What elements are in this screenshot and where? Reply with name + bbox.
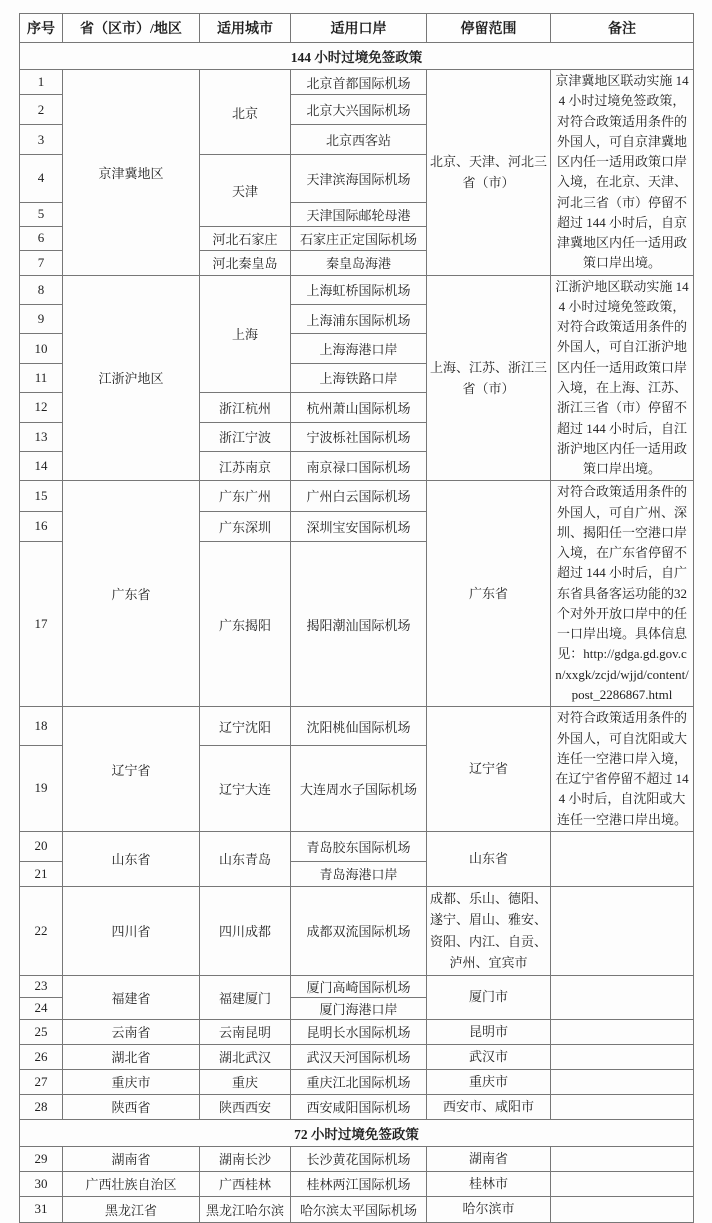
port-cell: 武汉天河国际机场 <box>291 1044 427 1069</box>
row-number: 6 <box>20 226 63 250</box>
header-scope: 停留范围 <box>427 14 551 43</box>
scope-cell: 武汉市 <box>427 1044 551 1069</box>
row-number: 4 <box>20 155 63 203</box>
table-row <box>20 1171 694 1196</box>
port-cell: 上海铁路口岸 <box>291 363 427 392</box>
remark-cell <box>551 1044 694 1069</box>
table-row <box>20 1069 694 1094</box>
table-row <box>20 975 694 997</box>
region-cell: 山东省 <box>63 831 200 886</box>
row-number: 26 <box>20 1044 63 1069</box>
header-remark: 备注 <box>551 14 694 43</box>
scope-cell: 昆明市 <box>427 1019 551 1044</box>
row-number: 29 <box>20 1146 63 1171</box>
scope-cell: 西安市、咸阳市 <box>427 1094 551 1119</box>
table-row <box>20 1094 694 1119</box>
remark-cell <box>551 1094 694 1119</box>
city-cell: 福建厦门 <box>200 975 291 1019</box>
city-cell: 山东青岛 <box>200 831 291 886</box>
row-number: 17 <box>20 541 63 706</box>
scope-cell: 湖南省 <box>427 1146 551 1171</box>
port-cell: 桂林两江国际机场 <box>291 1171 427 1196</box>
scope-cell: 重庆市 <box>427 1069 551 1094</box>
city-cell: 天津 <box>200 155 291 227</box>
table-row <box>20 275 694 304</box>
region-cell: 福建省 <box>63 975 200 1019</box>
row-number: 21 <box>20 861 63 886</box>
scope-cell: 上海、江苏、浙江三省（市） <box>427 275 551 481</box>
port-cell: 哈尔滨太平国际机场 <box>291 1196 427 1222</box>
port-cell: 杭州萧山国际机场 <box>291 393 427 422</box>
transit-visa-policy-table <box>19 13 694 1223</box>
city-cell: 河北秦皇岛 <box>200 250 291 275</box>
city-cell: 湖南长沙 <box>200 1146 291 1171</box>
row-number: 22 <box>20 886 63 975</box>
header-port: 适用口岸 <box>291 14 427 43</box>
region-cell: 陕西省 <box>63 1094 200 1119</box>
scope-cell: 厦门市 <box>427 975 551 1019</box>
row-number: 2 <box>20 95 63 125</box>
remark-cell: 对符合政策适用条件的外国人，可自广州、深圳、揭阳任一空港口岸入境，在广东省停留不超过 144 小时后，自广东省具备客运功能的32 个对外开放口岸中的任一口岸出境。具体信息见：http://gdga.gd.gov.cn/xxgk/zcjd/wjjd/content/post_2286867.html <box>551 481 694 707</box>
row-number: 7 <box>20 250 63 275</box>
port-cell: 宁波栎社国际机场 <box>291 422 427 451</box>
remark-cell <box>551 831 694 886</box>
scope-cell: 辽宁省 <box>427 707 551 832</box>
port-cell: 广州白云国际机场 <box>291 481 427 511</box>
region-cell: 黑龙江省 <box>63 1196 200 1222</box>
city-cell: 广东广州 <box>200 481 291 511</box>
city-cell: 黑龙江哈尔滨 <box>200 1196 291 1222</box>
city-cell: 四川成都 <box>200 886 291 975</box>
region-cell: 云南省 <box>63 1019 200 1044</box>
city-cell: 辽宁沈阳 <box>200 707 291 746</box>
port-cell: 南京禄口国际机场 <box>291 451 427 480</box>
row-number: 15 <box>20 481 63 511</box>
port-cell: 成都双流国际机场 <box>291 886 427 975</box>
scope-cell: 哈尔滨市 <box>427 1196 551 1222</box>
port-cell: 西安咸阳国际机场 <box>291 1094 427 1119</box>
section-title-72h <box>20 1119 694 1146</box>
region-cell: 江浙沪地区 <box>63 275 200 481</box>
remark-cell: 京津冀地区联动实施 144 小时过境免签政策，对符合政策适用条件的外国人，可自京津冀地区内任一适用政策口岸入境，在北京、天津、河北三省（市）停留不超过 144 小时后，自京津冀地区内任一适用政策口岸出境。 <box>551 70 694 276</box>
city-cell: 云南昆明 <box>200 1019 291 1044</box>
port-cell: 北京西客站 <box>291 125 427 155</box>
row-number: 18 <box>20 707 63 746</box>
city-cell: 浙江宁波 <box>200 422 291 451</box>
city-cell: 江苏南京 <box>200 451 291 480</box>
row-number: 25 <box>20 1019 63 1044</box>
remark-cell <box>551 1146 694 1171</box>
scope-cell: 山东省 <box>427 831 551 886</box>
table-row <box>20 1146 694 1171</box>
remark-cell <box>551 1196 694 1222</box>
region-cell: 重庆市 <box>63 1069 200 1094</box>
region-cell: 广东省 <box>63 481 200 707</box>
row-number: 5 <box>20 202 63 226</box>
remark-cell <box>551 1171 694 1196</box>
port-cell: 深圳宝安国际机场 <box>291 511 427 541</box>
city-cell: 北京 <box>200 70 291 155</box>
port-cell: 天津国际邮轮母港 <box>291 202 427 226</box>
port-cell: 揭阳潮汕国际机场 <box>291 541 427 706</box>
scope-cell: 广东省 <box>427 481 551 707</box>
scope-cell: 北京、天津、河北三省（市） <box>427 70 551 276</box>
region-cell: 四川省 <box>63 886 200 975</box>
city-cell: 湖北武汉 <box>200 1044 291 1069</box>
row-number: 28 <box>20 1094 63 1119</box>
remark-cell <box>551 975 694 1019</box>
region-cell: 湖南省 <box>63 1146 200 1171</box>
region-cell: 辽宁省 <box>63 707 200 832</box>
table-header-row <box>20 14 694 43</box>
port-cell: 昆明长水国际机场 <box>291 1019 427 1044</box>
row-number: 19 <box>20 746 63 832</box>
table-row <box>20 1019 694 1044</box>
remark-cell <box>551 886 694 975</box>
table-row <box>20 1196 694 1222</box>
section-title-text: 72 小时过境免签政策 <box>20 1119 694 1146</box>
row-number: 24 <box>20 997 63 1019</box>
row-number: 14 <box>20 451 63 480</box>
row-number: 12 <box>20 393 63 422</box>
row-number: 10 <box>20 334 63 363</box>
port-cell: 沈阳桃仙国际机场 <box>291 707 427 746</box>
row-number: 8 <box>20 275 63 304</box>
port-cell: 北京大兴国际机场 <box>291 95 427 125</box>
scope-cell: 桂林市 <box>427 1171 551 1196</box>
scope-cell: 成都、乐山、德阳、遂宁、眉山、雅安、资阳、内江、自贡、泸州、宜宾市 <box>427 886 551 975</box>
city-cell: 浙江杭州 <box>200 393 291 422</box>
port-cell: 青岛海港口岸 <box>291 861 427 886</box>
region-cell: 广西壮族自治区 <box>63 1171 200 1196</box>
table-row <box>20 481 694 511</box>
region-cell: 湖北省 <box>63 1044 200 1069</box>
port-cell: 上海浦东国际机场 <box>291 305 427 334</box>
table-row <box>20 886 694 975</box>
remark-cell <box>551 1019 694 1044</box>
port-cell: 青岛胶东国际机场 <box>291 831 427 861</box>
row-number: 11 <box>20 363 63 392</box>
remark-cell: 江浙沪地区联动实施 144 小时过境免签政策，对符合政策适用条件的外国人，可自江浙沪地区内任一适用政策口岸入境，在上海、江苏、浙江三省（市）停留不超过 144 小时后，自江浙沪地区内任一适用政策口岸出境。 <box>551 275 694 481</box>
port-cell: 长沙黄花国际机场 <box>291 1146 427 1171</box>
city-cell: 辽宁大连 <box>200 746 291 832</box>
port-cell: 秦皇岛海港 <box>291 250 427 275</box>
row-number: 9 <box>20 305 63 334</box>
header-city: 适用城市 <box>200 14 291 43</box>
port-cell: 重庆江北国际机场 <box>291 1069 427 1094</box>
city-cell: 广东揭阳 <box>200 541 291 706</box>
region-cell: 京津冀地区 <box>63 70 200 276</box>
port-cell: 石家庄正定国际机场 <box>291 226 427 250</box>
section-title-text: 144 小时过境免签政策 <box>20 43 694 70</box>
table-row <box>20 1044 694 1069</box>
port-cell: 天津滨海国际机场 <box>291 155 427 203</box>
header-no: 序号 <box>20 14 63 43</box>
port-cell: 大连周水子国际机场 <box>291 746 427 832</box>
row-number: 23 <box>20 975 63 997</box>
port-cell: 厦门高崎国际机场 <box>291 975 427 997</box>
row-number: 3 <box>20 125 63 155</box>
row-number: 1 <box>20 70 63 95</box>
city-cell: 上海 <box>200 275 291 393</box>
section-title-144h <box>20 43 694 70</box>
table-row <box>20 707 694 746</box>
table-row <box>20 70 694 95</box>
row-number: 16 <box>20 511 63 541</box>
table-row <box>20 831 694 861</box>
port-cell: 上海海港口岸 <box>291 334 427 363</box>
city-cell: 广西桂林 <box>200 1171 291 1196</box>
port-cell: 北京首都国际机场 <box>291 70 427 95</box>
row-number: 20 <box>20 831 63 861</box>
city-cell: 广东深圳 <box>200 511 291 541</box>
row-number: 13 <box>20 422 63 451</box>
remark-cell: 对符合政策适用条件的外国人，可自沈阳或大连任一空港口岸入境，在辽宁省停留不超过 144 小时后，自沈阳或大连任一空港口岸出境。 <box>551 707 694 832</box>
header-region: 省（区市）/地区 <box>63 14 200 43</box>
row-number: 31 <box>20 1196 63 1222</box>
city-cell: 陕西西安 <box>200 1094 291 1119</box>
remark-cell <box>551 1069 694 1094</box>
row-number: 27 <box>20 1069 63 1094</box>
city-cell: 河北石家庄 <box>200 226 291 250</box>
row-number: 30 <box>20 1171 63 1196</box>
city-cell: 重庆 <box>200 1069 291 1094</box>
port-cell: 上海虹桥国际机场 <box>291 275 427 304</box>
port-cell: 厦门海港口岸 <box>291 997 427 1019</box>
